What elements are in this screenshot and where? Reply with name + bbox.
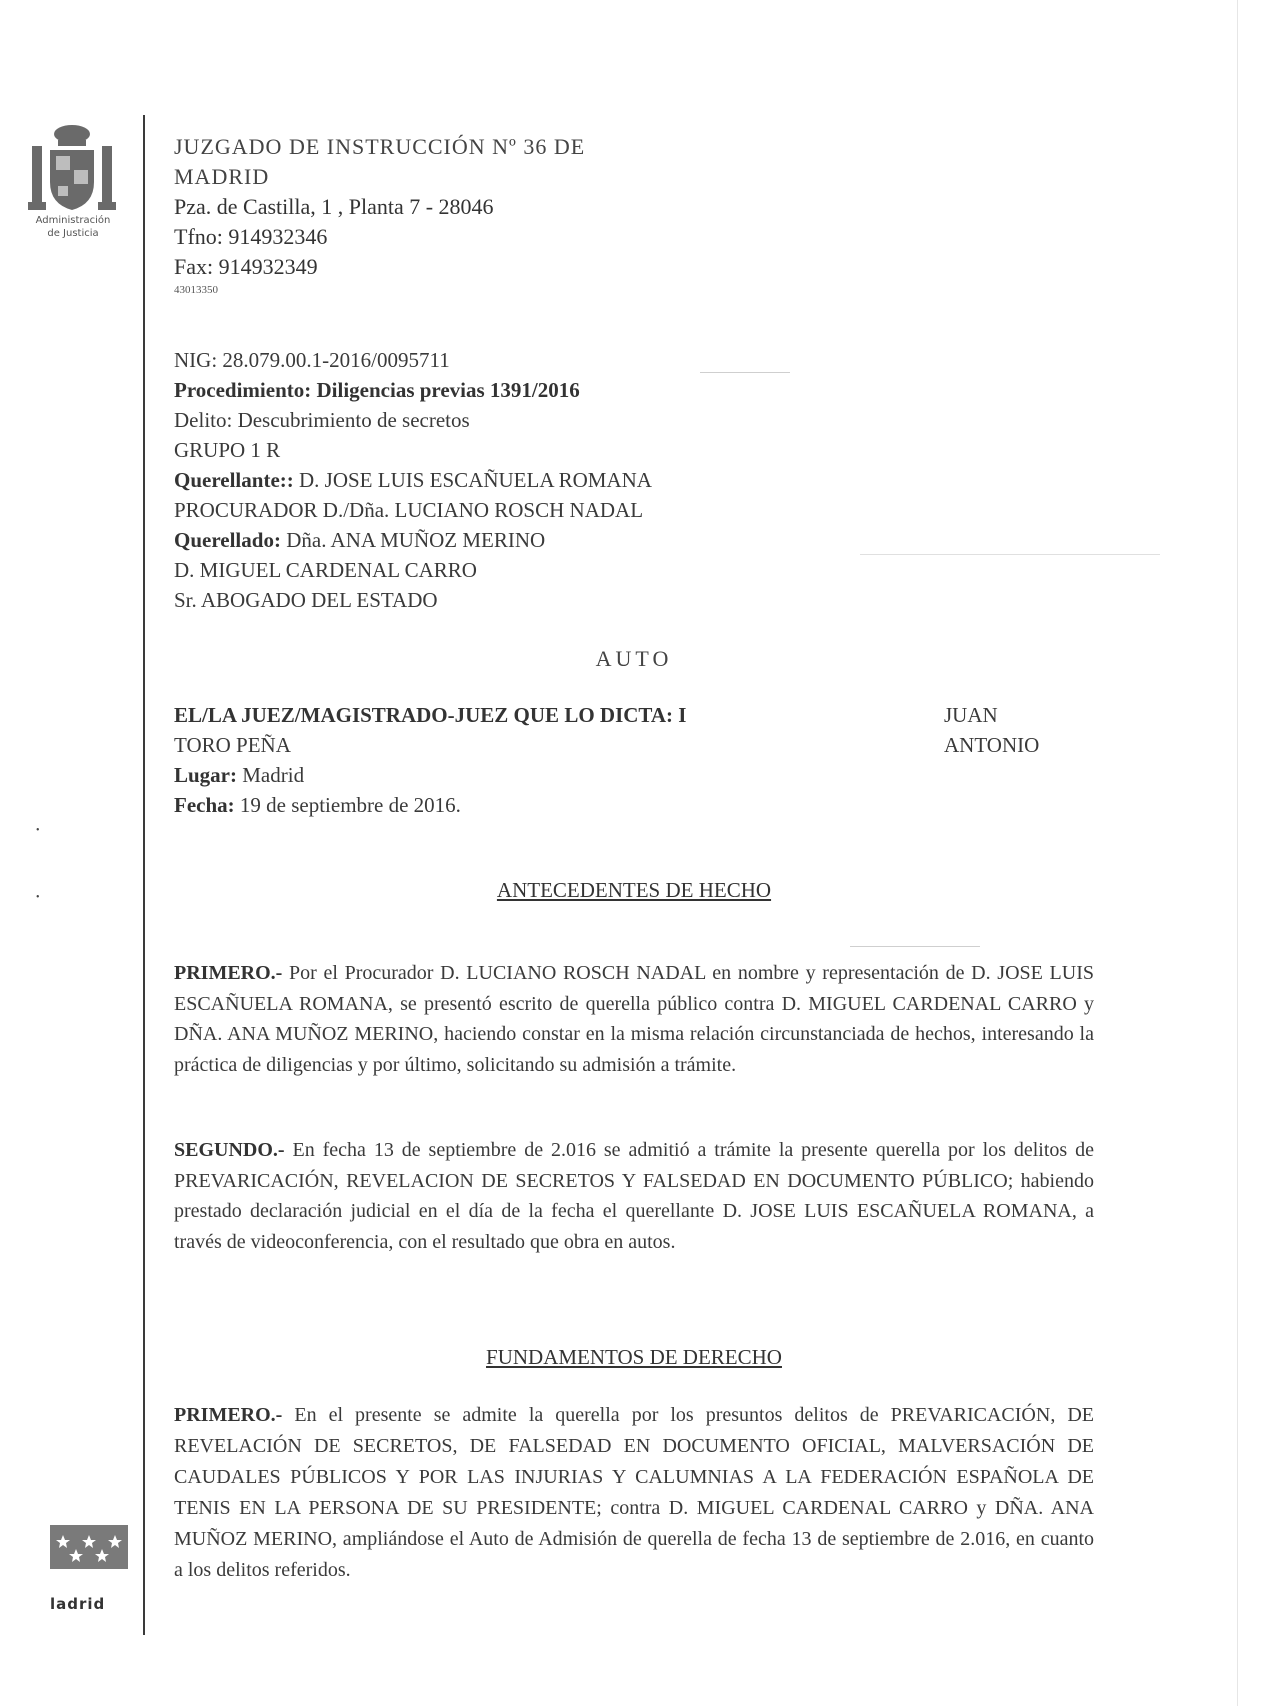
procedimiento: Procedimiento: Diligencias previas 1391/2016 [174,378,580,402]
antecedentes-primero [174,958,1094,1080]
section-title-fundamentos: FUNDAMENTOS DE DERECHO [486,1345,782,1369]
court-header [174,132,1094,298]
fecha-value: 19 de septiembre de 2016. [234,793,461,817]
delito: Delito: Descubrimiento de secretos [174,408,470,432]
case-info [174,345,1094,615]
court-code: 43013350 [174,284,218,296]
nig: NIG: 28.079.00.1-2016/0095711 [174,348,450,372]
scan-artifact [850,946,980,947]
crest-caption-line2: de Justicia [47,228,99,239]
document-title: AUTO [595,646,673,671]
madrid-logo-caption: ladrid [50,1595,106,1613]
fundamentos-primero-text: En el presente se admite la querella por los presuntos delitos de PREVARICACIÓN, DE REVELACIÓN DE SECRETOS, DE FALSEDAD EN DOCUMENTO OFICIAL, MALVERSACIÓN DE CAUDALES PÚBLICOS Y POR LAS INJURIAS Y CALUMNIAS A LA FEDERACIÓN ESPAÑOLA DE TENIS EN LA PERSONA DE SU PRESIDENTE; contra D. MIGUEL CARDENAL CARRO y DÑA. ANA MUÑOZ MERINO, ampliándose el Auto de Admisión de querella de fecha 13 de septiembre de 2.016, en cuanto a los delitos referidos. [174,1404,1094,1581]
querellante [174,465,1094,495]
court-name: JUZGADO DE INSTRUCCIÓN Nº 36 DE [174,134,586,159]
scan-artifact [860,554,1160,555]
madrid-flag-logo-icon [50,1525,128,1569]
court-fax: Fax: 914932349 [174,254,318,279]
querellado-2: D. MIGUEL CARDENAL CARRO [174,558,477,582]
lugar-value: Madrid [237,763,305,787]
section-title-antecedentes: ANTECEDENTES DE HECHO [496,878,772,902]
judge-name-last: TORO PEÑA [174,733,291,757]
lugar-label: Lugar: [174,763,237,787]
judge-name-first: JUAN ANTONIO [944,703,1040,757]
scan-edge-line [1237,0,1238,1706]
fundamentos-primero-label: PRIMERO.- [174,1404,283,1426]
procurador: PROCURADOR D./Dña. LUCIANO ROSCH NADAL [174,498,644,522]
court-address: Pza. de Castilla, 1 , Planta 7 - 28046 [174,194,494,219]
abogado: Sr. ABOGADO DEL ESTADO [174,588,438,612]
querellado-label: Querellado: [174,528,281,552]
querellante-value: D. JOSE LUIS ESCAÑUELA ROMANA [293,468,652,492]
judge-block [174,700,1094,820]
margin-rule [143,115,145,1635]
segundo-label: SEGUNDO.- [174,1139,285,1161]
primero-text: Por el Procurador D. LUCIANO ROSCH NADAL en nombre y representación de D. JOSE LUIS ESCAÑUELA ROMANA, se presentó escrito de querella público contra D. MIGUEL CARDENAL CARRO y DÑA. ANA MUÑOZ MERINO, haciendo constar en la misma relación circunstanciada de hechos, interesando la práctica de diligencias y por último, solicitando su admisión a trámite. [174,962,1094,1076]
scan-speck: • [36,892,40,903]
querellante-label: Querellante:: [174,468,294,492]
querellado-value: Dña. ANA MUÑOZ MERINO [280,528,546,552]
querellado [174,525,1094,555]
antecedentes-segundo [174,1135,1094,1257]
crest-caption-line1: Administración [35,215,111,226]
court-phone: Tfno: 914932346 [174,224,328,249]
grupo: GRUPO 1 R [174,438,281,462]
judge-label: EL/LA JUEZ/MAGISTRADO-JUEZ QUE LO DICTA: I [174,703,687,727]
fundamentos-primero [174,1400,1094,1586]
fecha-label: Fecha: [174,793,235,817]
crest-caption [18,214,128,240]
scan-speck: • [36,825,40,836]
coat-of-arms-icon [28,120,116,220]
scan-artifact [700,372,790,373]
segundo-text: En fecha 13 de septiembre de 2.016 se admitió a trámite la presente querella por los delitos de PREVARICACIÓN, REVELACION DE SECRETOS Y FALSEDAD EN DOCUMENTO PÚBLICO; habiendo prestado declaración judicial en el día de la fecha el querellante D. JOSE LUIS ESCAÑUELA ROMANA, a través de videoconferencia, con el resultado que obra en autos. [174,1139,1094,1253]
court-city: MADRID [174,164,270,189]
primero-label: PRIMERO.- [174,962,283,984]
